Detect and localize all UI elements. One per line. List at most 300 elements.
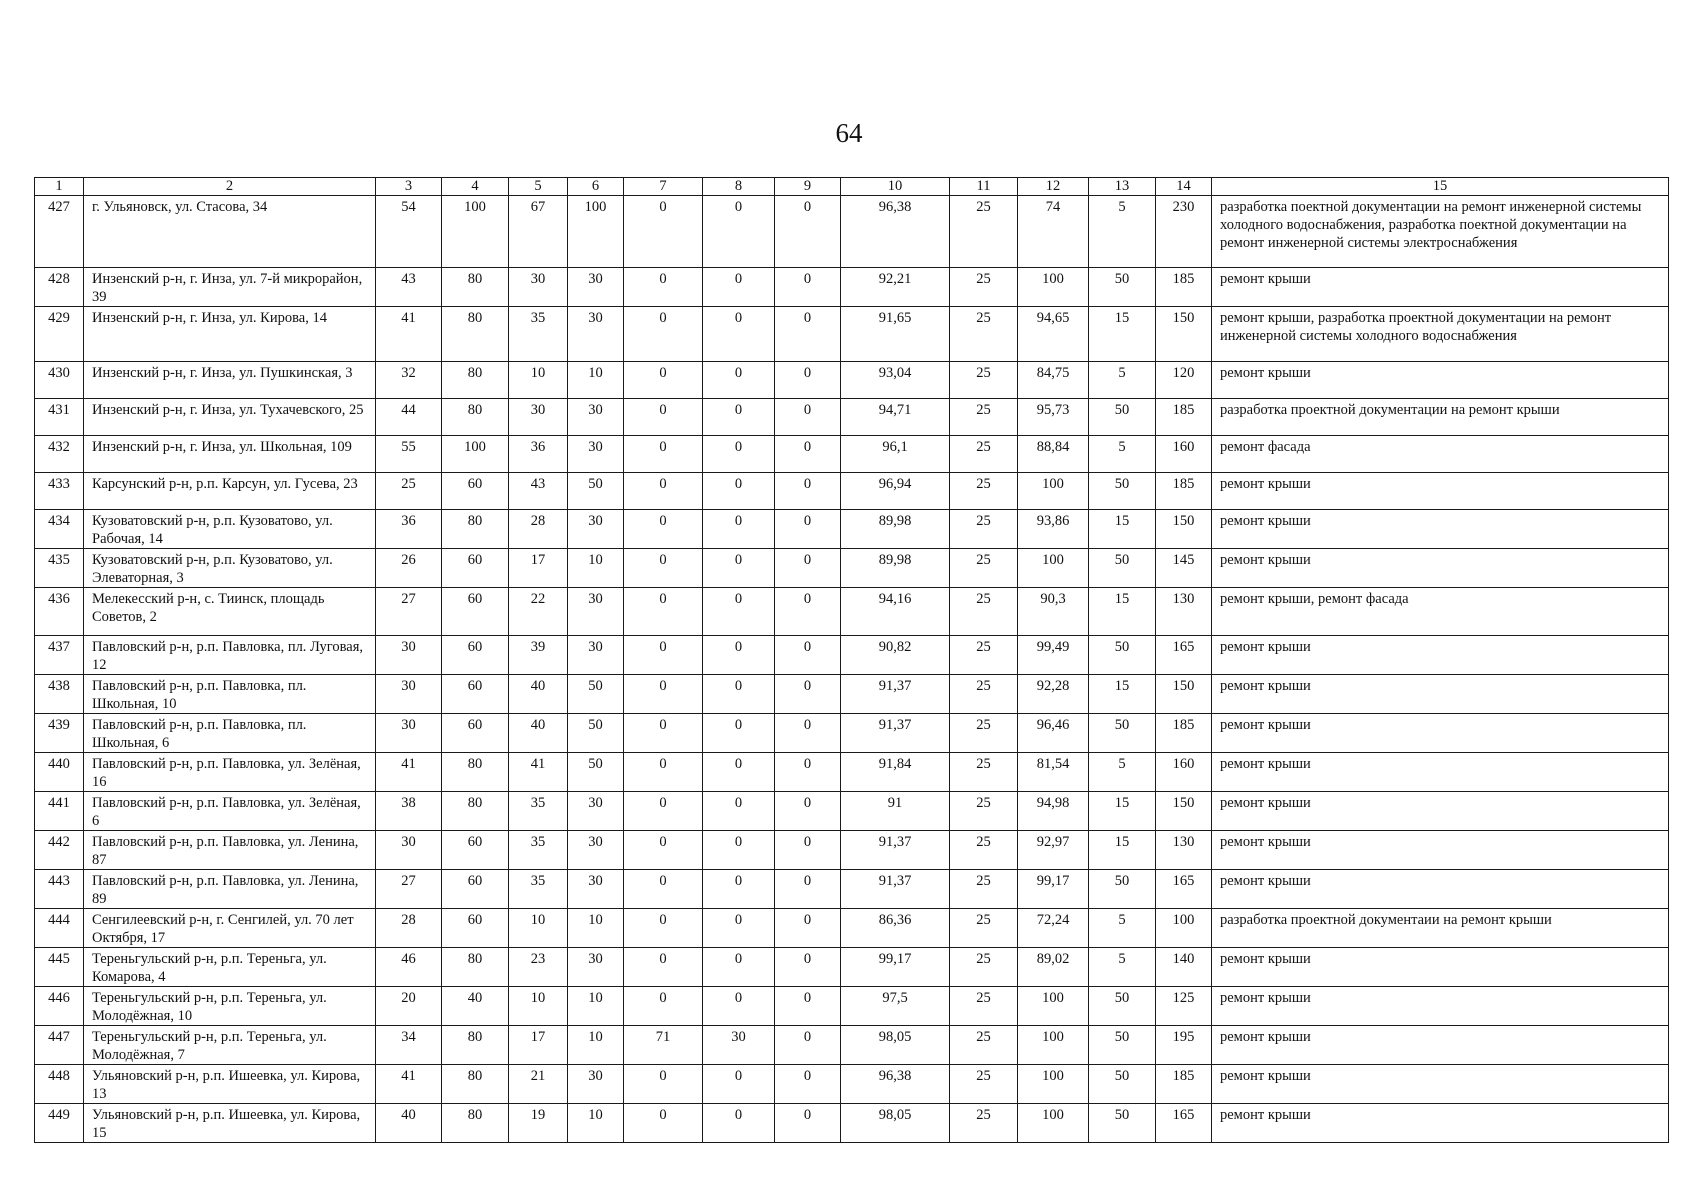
value-cell: 27 <box>376 588 442 636</box>
row-number-cell: 434 <box>35 510 84 549</box>
value-cell: 25 <box>950 196 1018 268</box>
value-cell: 0 <box>624 549 703 588</box>
value-cell: 50 <box>568 675 624 714</box>
work-type-cell: ремонт крыши <box>1212 714 1669 753</box>
address-cell: Павловский р-н, р.п. Павловка, ул. Зелёная, 6 <box>84 792 376 831</box>
value-cell: 80 <box>442 753 509 792</box>
work-type-cell: ремонт крыши <box>1212 268 1669 307</box>
value-cell: 25 <box>950 268 1018 307</box>
value-cell: 0 <box>624 1104 703 1143</box>
work-type-cell: разработка поектной документации на ремонт инженерной системы холодного водоснабжения, разработка поектной документации на ремонт инженерной системы электроснабжения <box>1212 196 1669 268</box>
work-type-cell: ремонт крыши, ремонт фасада <box>1212 588 1669 636</box>
value-cell: 90,3 <box>1018 588 1089 636</box>
value-cell: 98,05 <box>841 1026 950 1065</box>
value-cell: 0 <box>703 792 775 831</box>
work-type-cell: ремонт крыши <box>1212 636 1669 675</box>
value-cell: 0 <box>775 870 841 909</box>
value-cell: 100 <box>1156 909 1212 948</box>
value-cell: 0 <box>703 1065 775 1104</box>
value-cell: 35 <box>509 870 568 909</box>
table-row <box>35 510 1669 549</box>
table-row <box>35 1065 1669 1104</box>
work-type-cell: ремонт крыши <box>1212 1065 1669 1104</box>
value-cell: 88,84 <box>1018 436 1089 473</box>
value-cell: 25 <box>950 473 1018 510</box>
address-cell: Тереньгульский р-н, р.п. Тереньга, ул. Молодёжная, 10 <box>84 987 376 1026</box>
value-cell: 41 <box>376 307 442 362</box>
value-cell: 25 <box>950 753 1018 792</box>
value-cell: 150 <box>1156 510 1212 549</box>
value-cell: 27 <box>376 870 442 909</box>
value-cell: 92,97 <box>1018 831 1089 870</box>
value-cell: 5 <box>1089 196 1156 268</box>
value-cell: 91,65 <box>841 307 950 362</box>
value-cell: 0 <box>624 268 703 307</box>
value-cell: 30 <box>703 1026 775 1065</box>
value-cell: 44 <box>376 399 442 436</box>
column-header: 10 <box>841 178 950 196</box>
value-cell: 60 <box>442 909 509 948</box>
value-cell: 100 <box>1018 549 1089 588</box>
value-cell: 60 <box>442 473 509 510</box>
row-number-cell: 430 <box>35 362 84 399</box>
value-cell: 100 <box>1018 268 1089 307</box>
value-cell: 99,49 <box>1018 636 1089 675</box>
value-cell: 10 <box>568 987 624 1026</box>
address-cell: Инзенский р-н, г. Инза, ул. Пушкинская, 3 <box>84 362 376 399</box>
row-number-cell: 443 <box>35 870 84 909</box>
value-cell: 5 <box>1089 909 1156 948</box>
value-cell: 0 <box>775 362 841 399</box>
value-cell: 0 <box>703 473 775 510</box>
value-cell: 60 <box>442 831 509 870</box>
value-cell: 80 <box>442 1065 509 1104</box>
value-cell: 20 <box>376 987 442 1026</box>
value-cell: 80 <box>442 307 509 362</box>
value-cell: 41 <box>509 753 568 792</box>
work-type-cell: ремонт крыши <box>1212 948 1669 987</box>
value-cell: 30 <box>568 307 624 362</box>
value-cell: 15 <box>1089 510 1156 549</box>
value-cell: 50 <box>568 714 624 753</box>
table-row <box>35 196 1669 268</box>
value-cell: 185 <box>1156 714 1212 753</box>
row-number-cell: 427 <box>35 196 84 268</box>
row-number-cell: 437 <box>35 636 84 675</box>
address-cell: Кузоватовский р-н, р.п. Кузоватово, ул. Рабочая, 14 <box>84 510 376 549</box>
value-cell: 0 <box>703 399 775 436</box>
address-cell: Тереньгульский р-н, р.п. Тереньга, ул. Молодёжная, 7 <box>84 1026 376 1065</box>
column-header: 1 <box>35 178 84 196</box>
value-cell: 80 <box>442 510 509 549</box>
work-type-cell: ремонт крыши <box>1212 753 1669 792</box>
value-cell: 10 <box>568 362 624 399</box>
column-header: 9 <box>775 178 841 196</box>
address-cell: Павловский р-н, р.п. Павловка, ул. Ленина, 87 <box>84 831 376 870</box>
value-cell: 0 <box>624 792 703 831</box>
column-header: 3 <box>376 178 442 196</box>
value-cell: 0 <box>703 510 775 549</box>
work-type-cell: ремонт крыши <box>1212 675 1669 714</box>
value-cell: 0 <box>703 307 775 362</box>
table-row <box>35 307 1669 362</box>
value-cell: 30 <box>568 636 624 675</box>
value-cell: 15 <box>1089 792 1156 831</box>
value-cell: 150 <box>1156 307 1212 362</box>
work-type-cell: ремонт крыши <box>1212 870 1669 909</box>
value-cell: 0 <box>703 588 775 636</box>
value-cell: 54 <box>376 196 442 268</box>
value-cell: 25 <box>950 1026 1018 1065</box>
work-type-cell: ремонт крыши <box>1212 1104 1669 1143</box>
column-header: 11 <box>950 178 1018 196</box>
row-number-cell: 442 <box>35 831 84 870</box>
column-header: 2 <box>84 178 376 196</box>
value-cell: 28 <box>509 510 568 549</box>
value-cell: 5 <box>1089 753 1156 792</box>
value-cell: 67 <box>509 196 568 268</box>
value-cell: 10 <box>509 987 568 1026</box>
row-number-cell: 428 <box>35 268 84 307</box>
value-cell: 0 <box>775 588 841 636</box>
value-cell: 30 <box>568 436 624 473</box>
value-cell: 91,84 <box>841 753 950 792</box>
address-cell: г. Ульяновск, ул. Стасова, 34 <box>84 196 376 268</box>
value-cell: 25 <box>950 1065 1018 1104</box>
value-cell: 36 <box>509 436 568 473</box>
address-cell: Инзенский р-н, г. Инза, ул. Школьная, 109 <box>84 436 376 473</box>
value-cell: 90,82 <box>841 636 950 675</box>
value-cell: 21 <box>509 1065 568 1104</box>
value-cell: 30 <box>376 714 442 753</box>
value-cell: 230 <box>1156 196 1212 268</box>
value-cell: 0 <box>624 636 703 675</box>
value-cell: 150 <box>1156 675 1212 714</box>
row-number-cell: 446 <box>35 987 84 1026</box>
value-cell: 0 <box>775 436 841 473</box>
value-cell: 60 <box>442 588 509 636</box>
value-cell: 25 <box>950 588 1018 636</box>
value-cell: 0 <box>624 909 703 948</box>
address-cell: Кузоватовский р-н, р.п. Кузоватово, ул. Элеваторная, 3 <box>84 549 376 588</box>
value-cell: 94,16 <box>841 588 950 636</box>
value-cell: 100 <box>1018 473 1089 510</box>
value-cell: 25 <box>950 987 1018 1026</box>
row-number-cell: 449 <box>35 1104 84 1143</box>
value-cell: 50 <box>1089 549 1156 588</box>
value-cell: 80 <box>442 1026 509 1065</box>
value-cell: 55 <box>376 436 442 473</box>
value-cell: 185 <box>1156 399 1212 436</box>
table-row <box>35 870 1669 909</box>
work-type-cell: ремонт фасада <box>1212 436 1669 473</box>
value-cell: 60 <box>442 714 509 753</box>
page-number: 64 <box>835 118 863 148</box>
value-cell: 30 <box>376 675 442 714</box>
address-cell: Павловский р-н, р.п. Павловка, пл. Школьная, 10 <box>84 675 376 714</box>
value-cell: 10 <box>509 909 568 948</box>
value-cell: 50 <box>1089 636 1156 675</box>
value-cell: 38 <box>376 792 442 831</box>
value-cell: 93,04 <box>841 362 950 399</box>
value-cell: 80 <box>442 1104 509 1143</box>
value-cell: 25 <box>950 399 1018 436</box>
row-number-cell: 444 <box>35 909 84 948</box>
value-cell: 0 <box>775 510 841 549</box>
value-cell: 50 <box>1089 987 1156 1026</box>
data-table <box>34 177 1669 1143</box>
value-cell: 0 <box>703 362 775 399</box>
value-cell: 93,86 <box>1018 510 1089 549</box>
row-number-cell: 445 <box>35 948 84 987</box>
row-number-cell: 432 <box>35 436 84 473</box>
value-cell: 43 <box>509 473 568 510</box>
value-cell: 30 <box>568 510 624 549</box>
column-header: 7 <box>624 178 703 196</box>
row-number-cell: 435 <box>35 549 84 588</box>
address-cell: Павловский р-н, р.п. Павловка, пл. Школьная, 6 <box>84 714 376 753</box>
value-cell: 10 <box>568 1026 624 1065</box>
value-cell: 80 <box>442 362 509 399</box>
value-cell: 10 <box>509 362 568 399</box>
table-row <box>35 831 1669 870</box>
value-cell: 40 <box>442 987 509 1026</box>
work-type-cell: ремонт крыши, разработка проектной документации на ремонт инженерной системы холодного водоснабжения <box>1212 307 1669 362</box>
value-cell: 40 <box>509 675 568 714</box>
value-cell: 0 <box>703 870 775 909</box>
value-cell: 0 <box>775 1065 841 1104</box>
value-cell: 150 <box>1156 792 1212 831</box>
work-type-cell: ремонт крыши <box>1212 473 1669 510</box>
value-cell: 46 <box>376 948 442 987</box>
value-cell: 80 <box>442 948 509 987</box>
value-cell: 96,1 <box>841 436 950 473</box>
value-cell: 0 <box>775 909 841 948</box>
row-number-cell: 431 <box>35 399 84 436</box>
value-cell: 0 <box>703 831 775 870</box>
value-cell: 125 <box>1156 987 1212 1026</box>
value-cell: 160 <box>1156 436 1212 473</box>
value-cell: 22 <box>509 588 568 636</box>
value-cell: 0 <box>775 268 841 307</box>
value-cell: 140 <box>1156 948 1212 987</box>
value-cell: 32 <box>376 362 442 399</box>
value-cell: 23 <box>509 948 568 987</box>
column-header: 14 <box>1156 178 1212 196</box>
value-cell: 0 <box>775 714 841 753</box>
value-cell: 30 <box>376 831 442 870</box>
value-cell: 40 <box>376 1104 442 1143</box>
value-cell: 15 <box>1089 307 1156 362</box>
value-cell: 130 <box>1156 588 1212 636</box>
value-cell: 43 <box>376 268 442 307</box>
value-cell: 80 <box>442 399 509 436</box>
value-cell: 50 <box>1089 473 1156 510</box>
value-cell: 0 <box>624 473 703 510</box>
value-cell: 0 <box>703 436 775 473</box>
row-number-cell: 433 <box>35 473 84 510</box>
value-cell: 100 <box>1018 1026 1089 1065</box>
value-cell: 0 <box>624 362 703 399</box>
value-cell: 96,38 <box>841 196 950 268</box>
value-cell: 25 <box>950 792 1018 831</box>
value-cell: 50 <box>1089 1026 1156 1065</box>
table-row <box>35 675 1669 714</box>
value-cell: 91,37 <box>841 714 950 753</box>
value-cell: 84,75 <box>1018 362 1089 399</box>
work-type-cell: ремонт крыши <box>1212 510 1669 549</box>
value-cell: 0 <box>703 987 775 1026</box>
value-cell: 185 <box>1156 268 1212 307</box>
row-number-cell: 448 <box>35 1065 84 1104</box>
value-cell: 40 <box>509 714 568 753</box>
value-cell: 120 <box>1156 362 1212 399</box>
value-cell: 91,37 <box>841 870 950 909</box>
value-cell: 0 <box>624 831 703 870</box>
value-cell: 165 <box>1156 870 1212 909</box>
value-cell: 50 <box>1089 1104 1156 1143</box>
value-cell: 0 <box>703 549 775 588</box>
value-cell: 50 <box>568 753 624 792</box>
value-cell: 30 <box>568 831 624 870</box>
value-cell: 96,94 <box>841 473 950 510</box>
value-cell: 89,98 <box>841 549 950 588</box>
value-cell: 25 <box>950 549 1018 588</box>
value-cell: 0 <box>703 675 775 714</box>
value-cell: 0 <box>703 268 775 307</box>
value-cell: 86,36 <box>841 909 950 948</box>
value-cell: 50 <box>1089 399 1156 436</box>
value-cell: 94,65 <box>1018 307 1089 362</box>
value-cell: 60 <box>442 636 509 675</box>
value-cell: 60 <box>442 549 509 588</box>
value-cell: 89,98 <box>841 510 950 549</box>
value-cell: 165 <box>1156 1104 1212 1143</box>
value-cell: 30 <box>568 948 624 987</box>
table-row <box>35 1026 1669 1065</box>
table-row <box>35 399 1669 436</box>
value-cell: 71 <box>624 1026 703 1065</box>
value-cell: 0 <box>624 675 703 714</box>
value-cell: 100 <box>568 196 624 268</box>
value-cell: 0 <box>624 307 703 362</box>
value-cell: 10 <box>568 1104 624 1143</box>
work-type-cell: ремонт крыши <box>1212 362 1669 399</box>
value-cell: 0 <box>775 399 841 436</box>
value-cell: 94,98 <box>1018 792 1089 831</box>
column-header: 15 <box>1212 178 1669 196</box>
column-header: 8 <box>703 178 775 196</box>
address-cell: Ульяновский р-н, р.п. Ишеевка, ул. Кирова, 15 <box>84 1104 376 1143</box>
value-cell: 81,54 <box>1018 753 1089 792</box>
address-cell: Карсунский р-н, р.п. Карсун, ул. Гусева, 23 <box>84 473 376 510</box>
value-cell: 0 <box>624 399 703 436</box>
value-cell: 0 <box>775 549 841 588</box>
value-cell: 0 <box>775 473 841 510</box>
value-cell: 30 <box>568 399 624 436</box>
address-cell: Павловский р-н, р.п. Павловка, пл. Луговая, 12 <box>84 636 376 675</box>
value-cell: 34 <box>376 1026 442 1065</box>
row-number-cell: 447 <box>35 1026 84 1065</box>
column-header: 4 <box>442 178 509 196</box>
value-cell: 0 <box>624 870 703 909</box>
value-cell: 100 <box>442 196 509 268</box>
address-cell: Инзенский р-н, г. Инза, ул. Тухачевского, 25 <box>84 399 376 436</box>
value-cell: 185 <box>1156 1065 1212 1104</box>
value-cell: 17 <box>509 549 568 588</box>
value-cell: 0 <box>775 792 841 831</box>
table-row <box>35 636 1669 675</box>
address-cell: Мелекесский р-н, с. Тиинск, площадь Советов, 2 <box>84 588 376 636</box>
value-cell: 50 <box>1089 1065 1156 1104</box>
value-cell: 94,71 <box>841 399 950 436</box>
value-cell: 36 <box>376 510 442 549</box>
value-cell: 25 <box>950 362 1018 399</box>
value-cell: 100 <box>1018 1065 1089 1104</box>
table-row <box>35 1104 1669 1143</box>
address-cell: Инзенский р-н, г. Инза, ул. 7-й микрорайон, 39 <box>84 268 376 307</box>
value-cell: 100 <box>442 436 509 473</box>
value-cell: 145 <box>1156 549 1212 588</box>
work-type-cell: разработка проектной документации на ремонт крыши <box>1212 399 1669 436</box>
value-cell: 35 <box>509 792 568 831</box>
value-cell: 30 <box>376 636 442 675</box>
value-cell: 0 <box>703 753 775 792</box>
value-cell: 0 <box>703 1104 775 1143</box>
value-cell: 17 <box>509 1026 568 1065</box>
value-cell: 0 <box>775 636 841 675</box>
value-cell: 39 <box>509 636 568 675</box>
value-cell: 30 <box>509 399 568 436</box>
value-cell: 80 <box>442 792 509 831</box>
address-cell: Ульяновский р-н, р.п. Ишеевка, ул. Кирова, 13 <box>84 1065 376 1104</box>
value-cell: 0 <box>624 196 703 268</box>
row-number-cell: 441 <box>35 792 84 831</box>
value-cell: 25 <box>950 831 1018 870</box>
table-row <box>35 473 1669 510</box>
value-cell: 60 <box>442 675 509 714</box>
value-cell: 0 <box>703 948 775 987</box>
work-type-cell: ремонт крыши <box>1212 792 1669 831</box>
value-cell: 96,38 <box>841 1065 950 1104</box>
value-cell: 92,28 <box>1018 675 1089 714</box>
address-cell: Павловский р-н, р.п. Павловка, ул. Зелёная, 16 <box>84 753 376 792</box>
table-row <box>35 549 1669 588</box>
value-cell: 95,73 <box>1018 399 1089 436</box>
value-cell: 195 <box>1156 1026 1212 1065</box>
value-cell: 25 <box>950 636 1018 675</box>
table-row <box>35 268 1669 307</box>
value-cell: 30 <box>568 870 624 909</box>
value-cell: 0 <box>624 714 703 753</box>
value-cell: 30 <box>568 588 624 636</box>
value-cell: 30 <box>568 792 624 831</box>
value-cell: 5 <box>1089 436 1156 473</box>
value-cell: 0 <box>624 588 703 636</box>
value-cell: 0 <box>775 307 841 362</box>
value-cell: 50 <box>1089 870 1156 909</box>
value-cell: 89,02 <box>1018 948 1089 987</box>
row-number-cell: 429 <box>35 307 84 362</box>
value-cell: 25 <box>950 909 1018 948</box>
value-cell: 97,5 <box>841 987 950 1026</box>
value-cell: 25 <box>950 307 1018 362</box>
value-cell: 10 <box>568 909 624 948</box>
value-cell: 96,46 <box>1018 714 1089 753</box>
value-cell: 25 <box>950 870 1018 909</box>
value-cell: 50 <box>1089 268 1156 307</box>
value-cell: 0 <box>775 1104 841 1143</box>
